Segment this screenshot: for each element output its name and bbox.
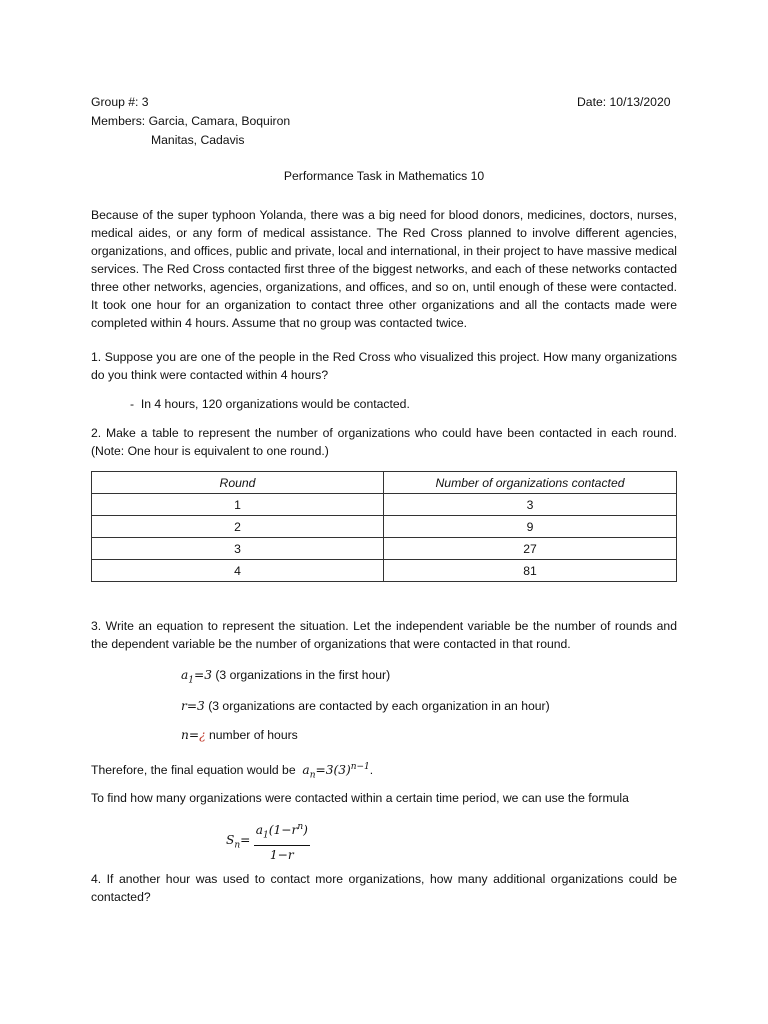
question-1-answer bbox=[130, 395, 410, 413]
question-1 bbox=[91, 348, 677, 384]
eq2-lhs: r=3 bbox=[181, 699, 205, 713]
formula-lhs: S bbox=[226, 832, 235, 847]
final-exp: n−1 bbox=[350, 762, 370, 772]
date: Date: 10/13/2020 bbox=[577, 95, 671, 109]
question-1-text: 1. Suppose you are one of the people in the Red Cross who visualized this project. How many organizations do you think were contacted within 4 hours? bbox=[91, 350, 677, 382]
question-2-text: 2. Make a table to represent the number of organizations who could have been contacted in each round. (Note: One hour is equivalent to one round.) bbox=[91, 426, 677, 458]
eq1-rhs: =3 bbox=[194, 668, 212, 682]
table-cell: 3 bbox=[384, 494, 677, 516]
table-row bbox=[92, 560, 677, 582]
intro-paragraph bbox=[91, 206, 677, 332]
question-4 bbox=[91, 870, 677, 906]
table-row bbox=[92, 516, 677, 538]
num-close: ) bbox=[303, 823, 308, 838]
equation-n bbox=[181, 726, 298, 744]
eq3-note: number of hours bbox=[209, 728, 298, 742]
members-line-2: Manitas, Cadavis bbox=[151, 133, 245, 147]
column-header-round: Round bbox=[92, 472, 384, 494]
therefore-text: Therefore, the final equation would be bbox=[91, 763, 296, 778]
final-sub: n bbox=[309, 770, 316, 781]
intro-text: Because of the super typhoon Yolanda, there was a big need for blood donors, medicines, doctors, nurses, medical aides, or any form of medical assistance. The Red Cross planned to involve different agencies, organizations, and offices, public and private, local and international, in their project to have massive medical services. The Red Cross contacted first three of the biggest networks, and each of these networks contacted three other networks, agencies, organizations, and offices, and so on, until enough of these were contacted. It took one hour for an organization to contact three other organizations and all the contacts made were completed within 4 hours. Assume that no group was contacted twice. bbox=[91, 208, 677, 330]
eq3-symbol: ¿ bbox=[199, 728, 206, 742]
formula-numerator bbox=[254, 818, 310, 846]
table-cell: 27 bbox=[384, 538, 677, 560]
table-cell: 4 bbox=[92, 560, 384, 582]
question-4-text: 4. If another hour was used to contact more organizations, how many additional organizations could be contacted? bbox=[91, 872, 677, 904]
num-a-sub: 1 bbox=[263, 830, 269, 841]
final-dot: . bbox=[369, 763, 374, 778]
final-equation-line bbox=[91, 758, 373, 785]
answer-dash: - bbox=[130, 397, 135, 411]
formula-intro: To find how many organizations were contacted within a certain time period, we can use the formula bbox=[91, 791, 629, 805]
question-3-text: 3. Write an equation to represent the situation. Let the independent variable be the number of rounds and the dependent variable be the number of organizations that were contacted in that round. bbox=[91, 619, 677, 651]
eq1-var: a bbox=[181, 668, 189, 682]
equation-r bbox=[181, 697, 550, 715]
table-cell: 2 bbox=[92, 516, 384, 538]
table-row bbox=[92, 494, 677, 516]
formula-denominator: 1−r bbox=[269, 847, 294, 862]
num-a: a bbox=[255, 823, 264, 838]
table-cell: 1 bbox=[92, 494, 384, 516]
page-title: Performance Task in Mathematics 10 bbox=[283, 169, 485, 183]
answer-text: In 4 hours, 120 organizations would be contacted. bbox=[140, 397, 410, 411]
final-var: a bbox=[302, 763, 310, 778]
sum-formula bbox=[226, 818, 310, 864]
eq1-sub: 1 bbox=[188, 675, 195, 686]
table-header-row bbox=[92, 472, 677, 494]
table-cell: 3 bbox=[92, 538, 384, 560]
eq1-note: (3 organizations in the first hour) bbox=[215, 668, 391, 682]
header-info bbox=[91, 93, 290, 150]
question-3 bbox=[91, 617, 677, 653]
num-exp: n bbox=[297, 822, 304, 832]
group-number: Group #: 3 bbox=[91, 95, 149, 109]
rounds-table bbox=[91, 471, 677, 582]
eq3-lhs: n= bbox=[181, 728, 200, 742]
equation-a1 bbox=[181, 666, 390, 689]
eq2-note: (3 organizations are contacted by each organization in an hour) bbox=[208, 699, 550, 713]
table-cell: 81 bbox=[384, 560, 677, 582]
formula-fraction bbox=[254, 818, 310, 864]
question-2 bbox=[91, 424, 677, 460]
num-rest: (1−r bbox=[268, 823, 298, 838]
table-row bbox=[92, 538, 677, 560]
table-cell: 9 bbox=[384, 516, 677, 538]
formula-eq: = bbox=[240, 832, 251, 847]
final-rhs: =3(3) bbox=[315, 763, 351, 778]
members-line-1: Members: Garcia, Camara, Boquiron bbox=[91, 114, 291, 128]
formula-lhs-sub: n bbox=[234, 840, 241, 851]
column-header-organizations: Number of organizations contacted bbox=[384, 472, 677, 494]
